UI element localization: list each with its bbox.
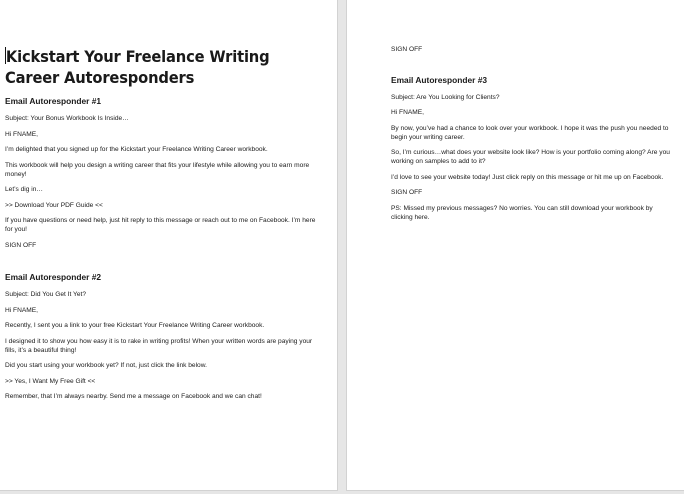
email-2-paragraph: Recently, I sent you a link to your free Kickstart Your Freelance Writing Career workbook. bbox=[5, 322, 265, 329]
email-2-paragraph: I designed it to show you how easy it is to rake in writing profits! When your written words are paying your fills, it’s a beautiful thing! bbox=[5, 337, 313, 354]
email-1-paragraph: I’m delighted that you signed up for the Kickstart your Freelance Writing Career workbook. bbox=[5, 146, 268, 153]
email-2-greeting: Hi FNAME, bbox=[5, 306, 38, 314]
email-3-paragraph: So, I’m curious…what does your website look like? How is your portfolio coming along? Are you working on samples to add to it? bbox=[391, 149, 670, 165]
email-3-subject: Subject: Are You Looking for Clients? bbox=[391, 93, 500, 101]
document-page-2 bbox=[347, 0, 684, 490]
email-1-paragraph: This workbook will help you design a writing career that fits your lifestyle while allowing you to earn more money! bbox=[5, 161, 310, 178]
document-page-1 bbox=[0, 0, 337, 490]
email-3-postscript: PS: Missed my previous messages? No worries. You can still download your workbook by clicking here. bbox=[391, 204, 653, 221]
document-title[interactable]: Kickstart Your Freelance Writing Career Autoresponders bbox=[5, 47, 270, 87]
email-1-heading: Email Autoresponder #1 bbox=[5, 96, 102, 106]
email-3-heading: Email Autoresponder #3 bbox=[391, 74, 488, 85]
email-1-paragraph: Let’s dig in… bbox=[5, 186, 43, 193]
email-3-signoff: SIGN OFF bbox=[391, 189, 423, 196]
spacer bbox=[391, 61, 674, 75]
page-2-signoff: SIGN OFF bbox=[391, 46, 423, 53]
email-2-subject: Subject: Did You Get It Yet? bbox=[5, 291, 87, 298]
email-2-paragraph: Remember, that I’m always nearby. Send me a message on Facebook and we can chat! bbox=[5, 393, 262, 400]
email-2-gift-link[interactable]: >> Yes, I Want My Free Gift << bbox=[5, 377, 96, 385]
email-1-paragraph: If you have questions or need help, just hit reply to this message or reach out to me on Facebook. I’m here for you! bbox=[5, 217, 316, 233]
spacer bbox=[5, 256, 317, 272]
email-3-greeting: Hi FNAME, bbox=[391, 109, 424, 116]
email-2-paragraph: Did you start using your workbook yet? If not, just click the link below. bbox=[5, 362, 207, 369]
email-1-download-link[interactable]: >> Download Your PDF Guide << bbox=[5, 201, 103, 209]
email-1-signoff: SIGN OFF bbox=[5, 241, 37, 249]
email-3-paragraph: By now, you’ve had a chance to look over your workbook. I hope it was the push you needed to begin your writing career. bbox=[391, 124, 669, 141]
email-2-heading: Email Autoresponder #2 bbox=[5, 272, 102, 282]
email-1-greeting: Hi FNAME, bbox=[5, 130, 38, 138]
email-3-paragraph: I’d love to see your website today! Just click reply on this message or hit me up on Facebook. bbox=[391, 173, 664, 181]
email-1-subject: Subject: Your Bonus Workbook Is Inside… bbox=[5, 115, 129, 122]
